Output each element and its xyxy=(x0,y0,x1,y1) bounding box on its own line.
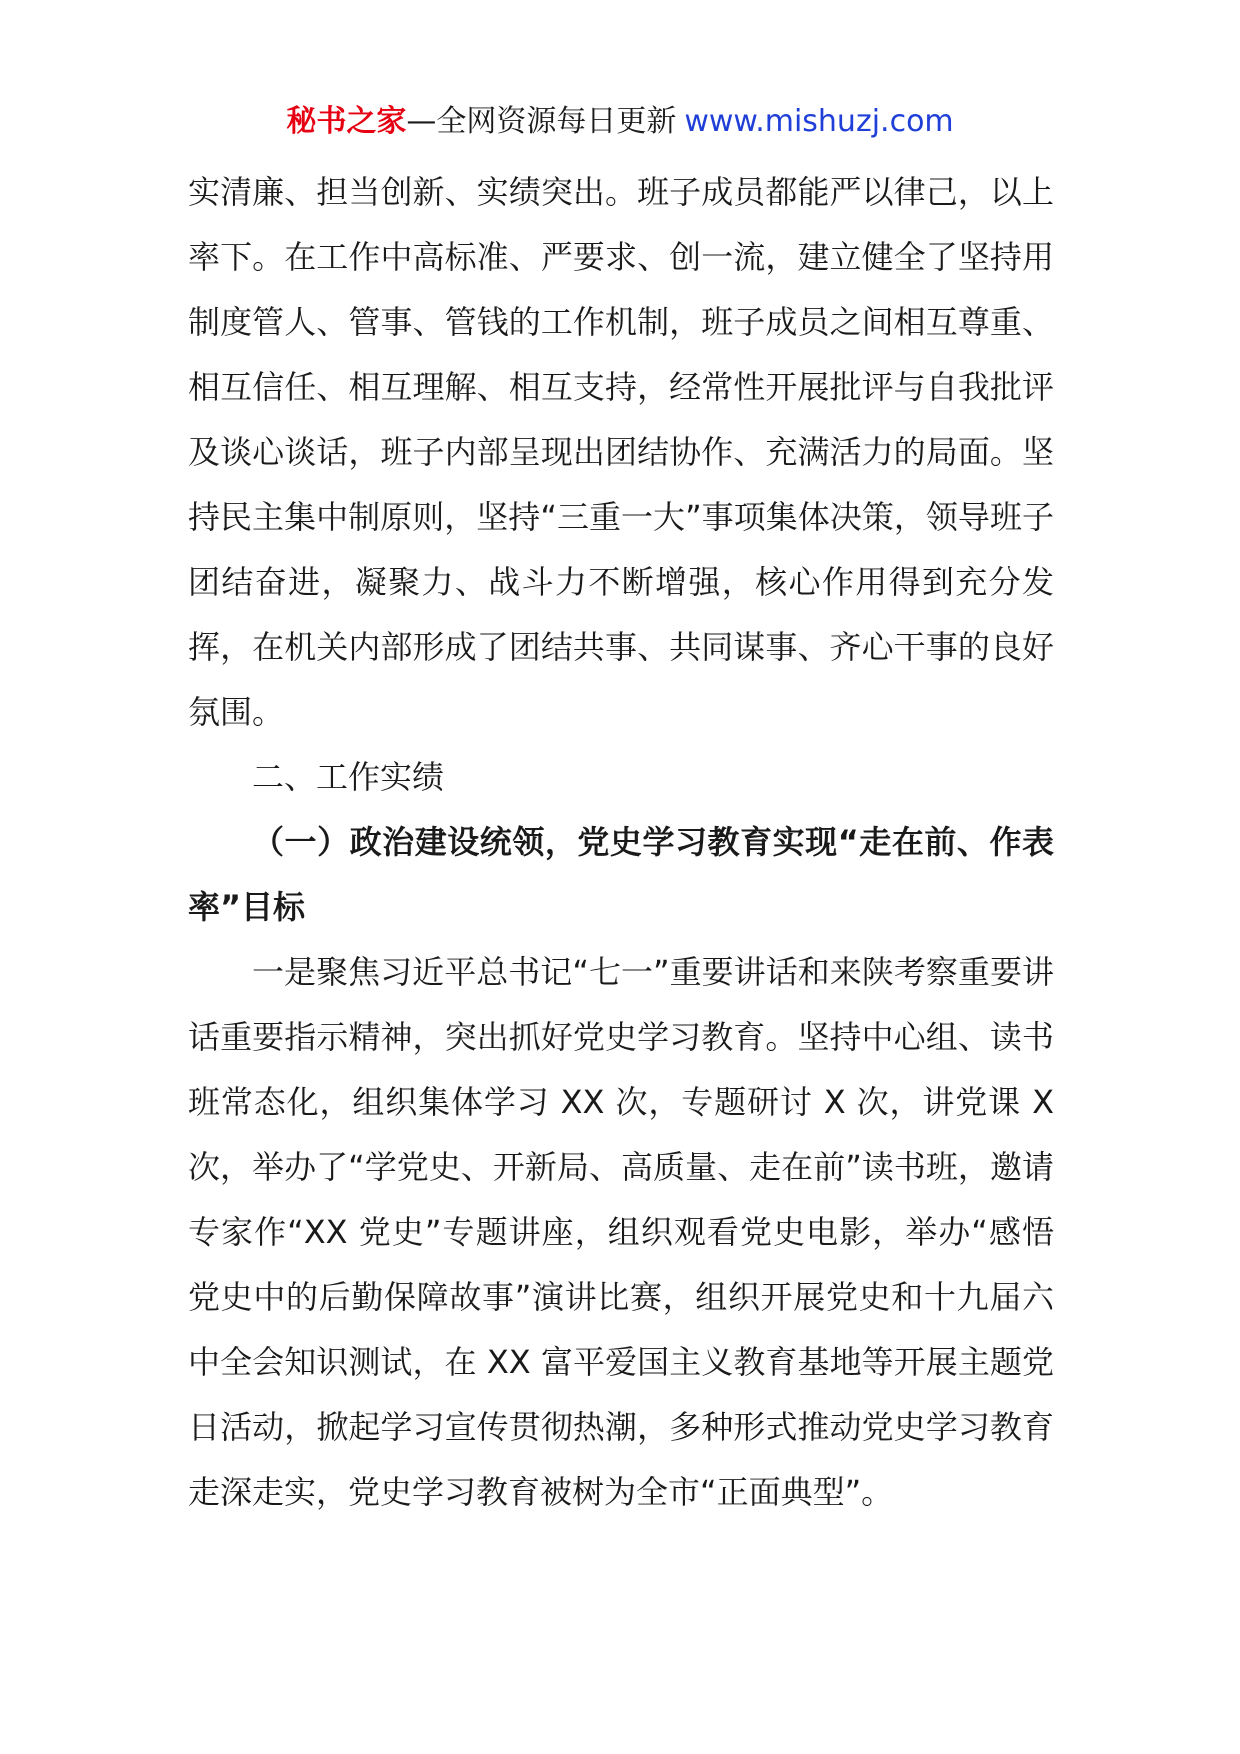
subsection-heading: （一）政治建设统领，党史学习教育实现“走在前、作表率”目标 xyxy=(188,823,1054,926)
brand-name: 秘书之家 xyxy=(286,104,407,139)
document-body xyxy=(188,160,1054,1525)
site-url-link[interactable]: www.mishuzj.com xyxy=(684,104,954,139)
paragraph-party-history: 一是聚焦习近平总书记“七一”重要讲话和来陕考察重要讲话重要指示精神，突出抓好党史学习教育。坚持中心组、读书班常态化，组织集体学习 XX 次，专题研讨 X 次，讲党课 X 次，举办了“学党史、开新局、高质量、走在前”读书班，邀请专家作“XX 党史”专题讲座，组织观看党史电影，举办“感悟党史中的后勤保障故事”演讲比赛，组织开展党史和十九届六中全会知识测试，在 XX 富平爱国主义教育基地等开展主题党日活动，掀起学习宣传贯彻热潮，多种形式推动党史学习教育走深走实，党史学习教育被树为全市“正面典型”。 xyxy=(188,953,1054,1511)
site-header xyxy=(0,100,1240,144)
section-heading: 二、工作实绩 xyxy=(252,758,445,796)
header-tagline: —全网资源每日更新 xyxy=(406,104,677,139)
paragraph-continued: 实清廉、担当创新、实绩突出。班子成员都能严以律己，以上率下。在工作中高标准、严要求、创一流，建立健全了坚持用制度管人、管事、管钱的工作机制，班子成员之间相互尊重、相互信任、相互理解、相互支持，经常性开展批评与自我批评及谈心谈话，班子内部呈现出团结协作、充满活力的局面。坚持民主集中制原则，坚持“三重一大”事项集体决策，领导班子团结奋进，凝聚力、战斗力不断增强，核心作用得到充分发挥，在机关内部形成了团结共事、共同谋事、齐心干事的良好氛围。 xyxy=(188,173,1054,731)
